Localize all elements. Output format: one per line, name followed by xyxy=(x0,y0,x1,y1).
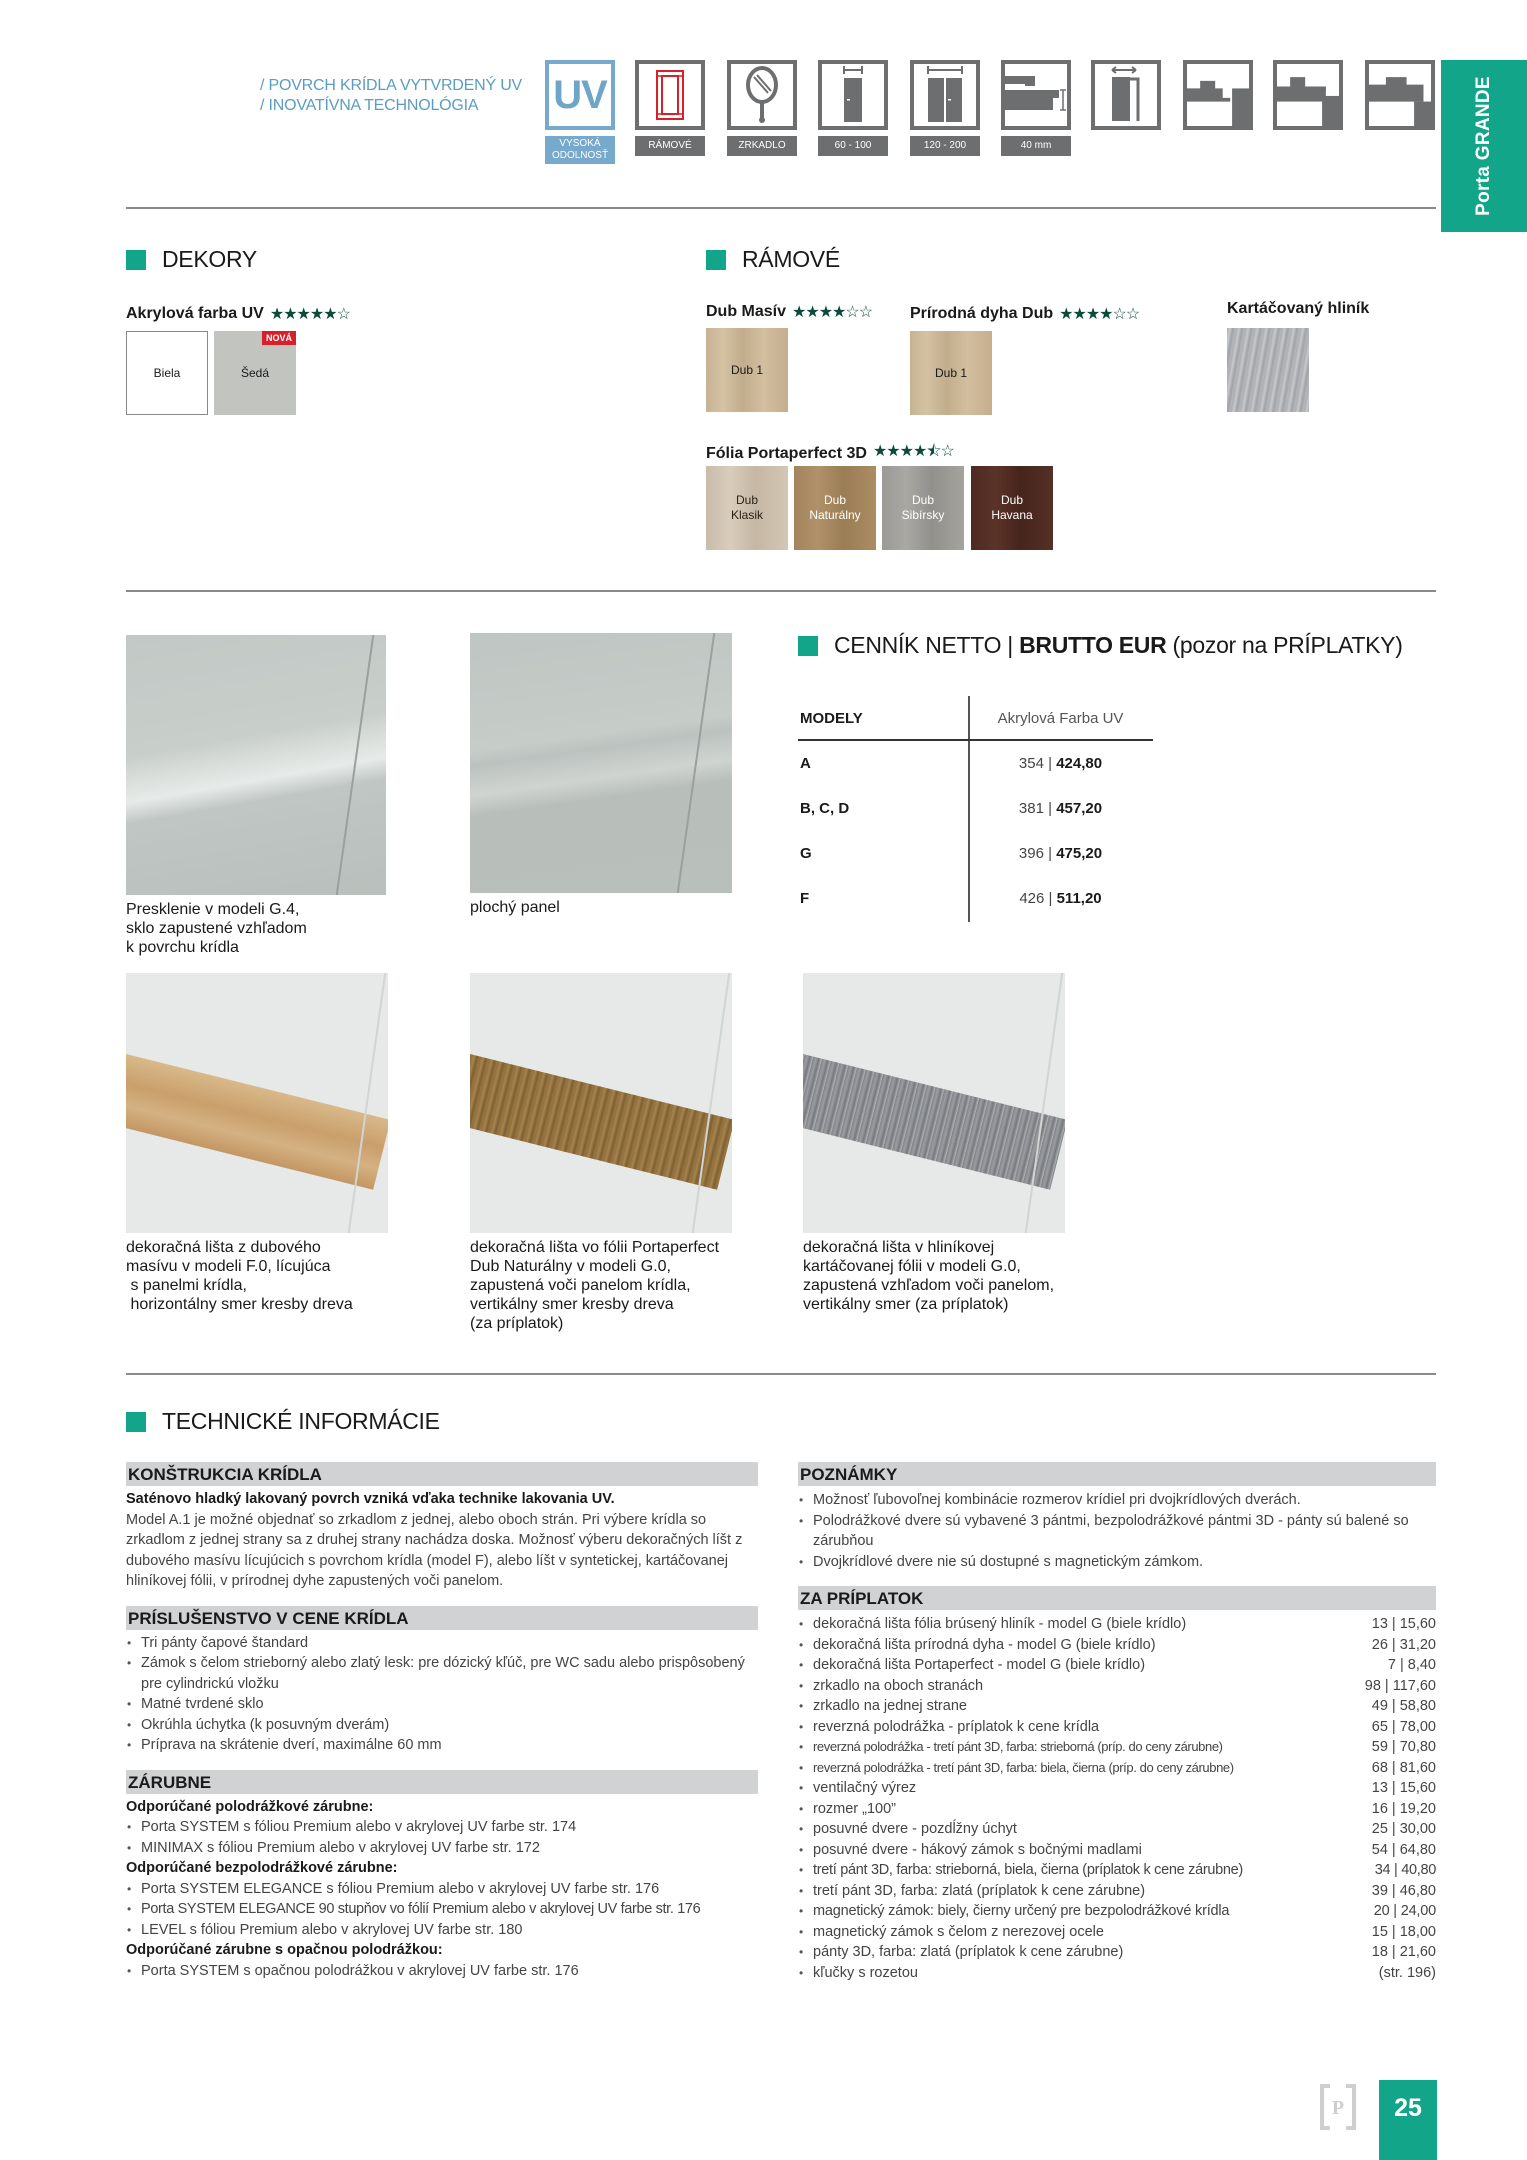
list-item xyxy=(798,1840,1436,1861)
item-label: ventilačný výrez xyxy=(813,1780,917,1796)
door-thickness-icon xyxy=(1001,60,1071,130)
list-item xyxy=(798,1942,1436,1963)
konstrukcia-body: Model A.1 je možné objednať so zrkadlom z jednej, alebo oboch strán. Pri výbere krídla so zrkadlom z jednej strany sa z druhej strany nachádza doska. Možnosť výberu dekoračných líšt z dubového masívu lícujúcich s povrchom krídla (model F), alebo líšt v syntetickej, kartáčovanej hliníkovej fólii, v prírodnej dyhe zapustených voči panelom. xyxy=(126,1511,743,1589)
page-number: 25 xyxy=(1379,2080,1437,2160)
zarubne-group-title: Odporúčané polodrážkové zárubne: xyxy=(126,1798,374,1815)
item-label: reverzná polodrážka - tretí pánt 3D, farba: strieborná (príp. do ceny zárubne) xyxy=(813,1739,1223,1754)
poznamky-list xyxy=(798,1490,1436,1572)
price-brutto: 475,20 xyxy=(1056,845,1103,862)
item-label: tretí pánt 3D, farba: strieborná, biela, čierna (príplatok k cene zárubne) xyxy=(813,1862,1243,1878)
header-tagline xyxy=(260,76,522,116)
list-item: • Možnosť ľubovoľnej kombinácie rozmerov krídiel pri dvojkrídlových dverách. xyxy=(798,1490,1436,1511)
konstrukcia-lead: Saténovo hladký lakovaný povrch vzniká vďaka technike lakovania UV. xyxy=(126,1491,615,1507)
zarubne-list xyxy=(126,1817,758,1858)
swatch-seda[interactable] xyxy=(214,331,296,415)
zarubne-heading: ZÁRUBNE xyxy=(126,1770,758,1794)
prislusenstvo-heading: PRÍSLUŠENSTVO V CENE KRÍDLA xyxy=(126,1606,758,1630)
price-netto: 381 xyxy=(1018,800,1044,817)
item-price: 59 | 70,80 xyxy=(1371,1739,1436,1755)
list-item: • Tri pánty čapové štandard xyxy=(126,1633,758,1654)
swatch-label: Biela xyxy=(153,365,181,380)
svg-text:P: P xyxy=(1331,2097,1345,2119)
list-item xyxy=(798,1881,1436,1902)
dyha-name: Prírodná dyha Dub xyxy=(910,305,1054,322)
zarubne-list xyxy=(126,1879,758,1941)
list-item: • Porta SYSTEM ELEGANCE s fóliou Premium alebo v akrylovej UV farbe str. 176 xyxy=(126,1879,758,1900)
section-marker-icon xyxy=(706,250,726,270)
price-brutto: 424,80 xyxy=(1056,755,1103,772)
swatch-label: Dub xyxy=(735,493,758,507)
cennik-title xyxy=(798,632,1403,659)
list-item: • LEVEL s fóliou Premium alebo v akrylovej UV farbe str. 180 xyxy=(126,1920,758,1941)
swatch-label: Dub xyxy=(911,493,934,507)
section-marker-icon xyxy=(126,250,146,270)
tagline-line-1: / POVRCH KRÍDLA VYTVRDENÝ UV xyxy=(260,77,523,94)
rating-stars-icon: ★★★★☆☆ xyxy=(1059,306,1140,323)
prislusenstvo-list xyxy=(126,1633,758,1756)
list-item: • Zámok s čelom strieborný alebo zlatý lesk: pre dózický kľúč, pre WC sadu alebo prispôsobený pre cylindrickú vložku xyxy=(126,1653,758,1694)
akryl-heading xyxy=(126,304,350,324)
table-hline xyxy=(798,739,1153,741)
item-price: 54 | 64,80 xyxy=(1371,1841,1436,1858)
item-price: 7 | 8,40 xyxy=(1387,1657,1436,1673)
sliding-door-icon xyxy=(1091,60,1161,130)
rating-stars-icon: ★★★★★☆ xyxy=(269,306,350,323)
caption-line: kartáčovanej fólii v modeli G.0, xyxy=(803,1258,1021,1275)
photo-naturalny-strip xyxy=(470,973,732,1233)
akryl-name: Akrylová farba UV xyxy=(126,305,264,322)
list-item: • Matné tvrdené sklo xyxy=(126,1694,758,1715)
photo-glazing-g4 xyxy=(126,635,386,895)
photo-aluminium-strip xyxy=(803,973,1065,1233)
item-price: 18 | 21,60 xyxy=(1371,1944,1436,1960)
swatch-dub-havana[interactable] xyxy=(971,466,1053,550)
new-badge: NOVÁ xyxy=(262,331,296,345)
item-label: zrkadlo na oboch stranách xyxy=(813,1677,984,1694)
list-item: • Polodrážkové dvere sú vybavené 3 pántmi, bezpolodrážkové pántmi 3D - pánty sú balené so zárubňou xyxy=(798,1511,1436,1552)
caption-line: dekoračná lišta z dubového xyxy=(126,1239,321,1256)
caption-line: sklo zapustené vzhľadom xyxy=(126,920,307,937)
swatch-label: Havana xyxy=(991,508,1033,522)
tech-title-text: TECHNICKÉ INFORMÁCIE xyxy=(162,1408,440,1434)
item-price: 65 | 78,00 xyxy=(1371,1718,1436,1735)
caption-aluminium-strip xyxy=(803,1238,1054,1314)
item-label: dekoračná lišta prírodná dyha - model G (biele krídlo) xyxy=(813,1636,1156,1653)
swatch-label: Klasik xyxy=(730,508,763,522)
item-price: (str. 196) xyxy=(1378,1964,1436,1981)
tech-right-column xyxy=(798,1462,1436,1983)
item-label: zrkadlo na jednej strane xyxy=(813,1698,967,1714)
cennik-title-text xyxy=(834,632,1403,659)
frame-door-label: RÁMOVÉ xyxy=(635,136,705,156)
folia-name: Fólia Portaperfect 3D xyxy=(706,444,867,462)
list-item xyxy=(798,1901,1436,1922)
item-price: 16 | 19,20 xyxy=(1371,1800,1436,1817)
table-row xyxy=(798,831,1153,876)
konstrukcia-heading: KONŠTRUKCIA KRÍDLA xyxy=(126,1462,758,1486)
col-price: Akrylová Farba UV xyxy=(997,710,1124,727)
tech-left-column xyxy=(126,1462,758,1981)
row-model: G xyxy=(800,845,812,862)
swatch-biela[interactable] xyxy=(126,331,208,415)
list-item xyxy=(798,1737,1436,1758)
swatch-dub-klasik[interactable] xyxy=(706,466,788,550)
item-label: magnetický zámok: biely, čierny určený pre bezpolodrážkové krídla xyxy=(813,1903,1230,1919)
ramove-title-text: RÁMOVÉ xyxy=(742,246,840,272)
cennik-title-bold: BRUTTO EUR xyxy=(1019,632,1167,658)
list-item xyxy=(798,1799,1436,1820)
item-price: 13 | 15,60 xyxy=(1371,1780,1436,1796)
dub-masiv-name: Dub Masív xyxy=(706,303,787,320)
section-marker-icon xyxy=(126,1412,146,1432)
swatch-label: Dub xyxy=(823,493,846,507)
uv-label-line-1: VYSOKÁ xyxy=(559,138,601,149)
caption-naturalny-strip xyxy=(470,1238,719,1333)
single-door-label: 60 - 100 xyxy=(818,136,888,156)
hlinik-name: Kartáčovaný hliník xyxy=(1227,300,1370,317)
caption-line: dekoračná lišta v hliníkovej xyxy=(803,1239,995,1256)
row-price: 396 | 475,20 xyxy=(1018,845,1103,862)
item-label: dekoračná lišta fólia brúsený hliník - model G (biele krídlo) xyxy=(813,1616,1187,1632)
zarubne-group-title: Odporúčané zárubne s opačnou polodrážkou: xyxy=(126,1942,443,1958)
list-item xyxy=(798,1614,1436,1635)
section-marker-icon xyxy=(798,636,818,656)
product-line-label: Porta GRANDE xyxy=(1473,76,1494,216)
caption-line: horizontálny smer kresby dreva xyxy=(126,1296,353,1313)
list-item xyxy=(798,1819,1436,1840)
swatch-dub-masiv[interactable] xyxy=(706,328,788,412)
price-table xyxy=(798,696,1153,921)
product-line-tab xyxy=(1441,60,1527,232)
caption-line: vertikálny smer kresby dreva xyxy=(470,1296,674,1313)
uv-label-line-2: ODOLNOSŤ xyxy=(551,150,609,161)
priplatok-heading: ZA PRÍPLATOK xyxy=(798,1586,1436,1610)
row-price: 426 | 511,20 xyxy=(1019,890,1102,907)
price-netto: 426 xyxy=(1019,890,1045,907)
dub-masiv-heading xyxy=(706,302,872,322)
uv-glyph: UV xyxy=(553,72,607,117)
swatch-dub-sibirsky[interactable] xyxy=(882,466,964,550)
mirror-label: ZRKADLO xyxy=(727,136,797,156)
list-item: • Porta SYSTEM ELEGANCE 90 stupňov vo fólií Premium alebo v akrylovej UV farbe str. 176 xyxy=(126,1899,758,1920)
rating-stars-icon: ★★★★☆☆ xyxy=(792,304,873,321)
table-row xyxy=(798,876,1153,921)
porta-logo-icon xyxy=(1320,2084,1356,2130)
price-brutto: 511,20 xyxy=(1056,890,1102,907)
price-netto: 396 xyxy=(1018,845,1044,862)
caption-line: (za príplatok) xyxy=(470,1315,564,1332)
single-door-width-icon xyxy=(818,60,888,130)
caption-line: zapustená voči panelom krídla, xyxy=(470,1277,691,1294)
double-door-label: 120 - 200 xyxy=(910,136,980,156)
caption-line: k povrchu krídla xyxy=(126,939,239,956)
priplatok-list xyxy=(798,1614,1436,1983)
table-vline xyxy=(968,696,970,922)
zarubne-list xyxy=(126,1961,758,1982)
ramove-title xyxy=(706,246,840,273)
item-price: 26 | 31,20 xyxy=(1371,1636,1436,1653)
reverse-rebate-frame-icon xyxy=(1365,60,1435,130)
row-model: F xyxy=(800,890,810,907)
item-price: 34 | 40,80 xyxy=(1374,1862,1436,1878)
item-price: 49 | 58,80 xyxy=(1371,1698,1436,1714)
item-label: reverzná polodrážka - príplatok k cene krídla xyxy=(813,1718,1100,1735)
swatch-dub-naturalny[interactable] xyxy=(794,466,876,550)
row-model: A xyxy=(800,755,811,772)
dekory-title-text: DEKORY xyxy=(162,246,257,272)
list-item: • Porta SYSTEM s opačnou polodrážkou v akrylovej UV farbe str. 176 xyxy=(126,1961,758,1982)
list-item xyxy=(798,1778,1436,1799)
list-item: • Príprava na skrátenie dverí, maximálne 60 mm xyxy=(126,1735,758,1756)
dekory-title xyxy=(126,246,257,273)
price-brutto: 457,20 xyxy=(1056,800,1103,817)
swatch-label: Dub 1 xyxy=(934,365,968,380)
cennik-title-suffix: (pozor na PRÍPLATKY) xyxy=(1166,632,1403,658)
list-item xyxy=(798,1860,1436,1881)
item-label: posuvné dvere - pozdĺžny úchyt xyxy=(813,1821,1017,1837)
list-item: • Dvojkrídlové dvere nie sú dostupné s magnetickým zámkom. xyxy=(798,1552,1436,1573)
caption-line: Dub Naturálny v modeli G.0, xyxy=(470,1258,671,1275)
caption-line: dekoračná lišta vo fólii Portaperfect xyxy=(470,1239,720,1256)
caption-line: zapustená vzhľadom voči panelom, xyxy=(803,1277,1055,1294)
item-price: 20 | 24,00 xyxy=(1373,1903,1436,1919)
list-item xyxy=(798,1758,1436,1779)
item-label: posuvné dvere - hákový zámok s bočnými madlami xyxy=(813,1841,1142,1858)
row-price: 354 | 424,80 xyxy=(1018,755,1103,772)
row-price: 381 | 457,20 xyxy=(1018,800,1103,817)
rebated-frame-icon xyxy=(1183,60,1253,130)
item-label: kľučky s rozetou xyxy=(813,1964,918,1981)
list-item: • MINIMAX s fóliou Premium alebo v akrylovej UV farbe str. 172 xyxy=(126,1838,758,1859)
caption-flat-panel: plochý panel xyxy=(470,899,560,916)
caption-line: Presklenie v modeli G.4, xyxy=(126,901,300,918)
tech-title xyxy=(126,1408,440,1435)
swatch-label: Sibírsky xyxy=(901,508,945,522)
caption-glazing xyxy=(126,900,307,957)
list-item: • Porta SYSTEM s fóliou Premium alebo v akrylovej UV farbe str. 174 xyxy=(126,1817,758,1838)
item-label: reverzná polodrážka - tretí pánt 3D, farba: biela, čierna (príp. do ceny zárubne) xyxy=(813,1759,1234,1775)
caption-line: vertikálny smer (za príplatok) xyxy=(803,1296,1009,1313)
zarubne-group-title: Odporúčané bezpolodrážkové zárubne: xyxy=(126,1860,398,1876)
divider xyxy=(126,590,1436,592)
table-row xyxy=(798,741,1153,786)
row-model: B, C, D xyxy=(800,800,850,817)
flush-frame-icon xyxy=(1273,60,1343,130)
item-price: 68 | 81,60 xyxy=(1371,1759,1436,1776)
poznamky-heading: POZNÁMKY xyxy=(798,1462,1436,1486)
dyha-heading xyxy=(910,304,1139,324)
list-item xyxy=(798,1655,1436,1676)
swatch-hlinik[interactable] xyxy=(1227,328,1309,412)
uv-icon xyxy=(545,60,615,130)
caption-line: s panelmi krídla, xyxy=(126,1277,247,1294)
list-item xyxy=(798,1963,1436,1984)
door-thickness-label: 40 mm xyxy=(1001,136,1071,156)
item-label: tretí pánt 3D, farba: zlatá (príplatok k cene zárubne) xyxy=(813,1882,1146,1899)
item-price: 13 | 15,60 xyxy=(1371,1616,1436,1632)
tagline-line-2: / INOVATÍVNA TECHNOLÓGIA xyxy=(260,97,479,114)
photo-oak-strip xyxy=(126,973,388,1233)
item-price: 39 | 46,80 xyxy=(1371,1882,1436,1899)
item-label: pánty 3D, farba: zlatá (príplatok k cene zárubne) xyxy=(813,1944,1124,1960)
mirror-icon xyxy=(727,60,797,130)
item-label: dekoračná lišta Portaperfect - model G (biele krídlo) xyxy=(813,1657,1146,1673)
item-price: 98 | 117,60 xyxy=(1364,1677,1436,1694)
price-netto: 354 xyxy=(1018,755,1044,772)
cennik-title-prefix: CENNÍK NETTO | xyxy=(834,632,1020,658)
swatch-label: Dub xyxy=(1000,493,1023,507)
divider xyxy=(126,1373,1436,1375)
list-item: • Okrúhla úchytka (k posuvným dverám) xyxy=(126,1715,758,1736)
table-row xyxy=(798,786,1153,831)
table-header-row xyxy=(798,696,1153,741)
double-door-width-icon xyxy=(910,60,980,130)
swatch-label: Šedá xyxy=(240,365,270,380)
list-item xyxy=(798,1635,1436,1656)
caption-oak-strip xyxy=(126,1238,353,1314)
list-item xyxy=(798,1922,1436,1943)
list-item xyxy=(798,1696,1436,1717)
item-price: 25 | 30,00 xyxy=(1371,1821,1436,1837)
item-label: magnetický zámok s čelom z nerezovej ocele xyxy=(813,1923,1104,1940)
col-models: MODELY xyxy=(800,710,863,727)
list-item xyxy=(798,1717,1436,1738)
frame-door-icon xyxy=(635,60,705,130)
item-price: 15 | 18,00 xyxy=(1371,1923,1436,1940)
folia-heading xyxy=(706,440,954,467)
item-label: rozmer „100” xyxy=(813,1800,896,1817)
swatch-label: Dub 1 xyxy=(730,362,764,377)
caption-line: masívu v modeli F.0, lícujúca xyxy=(126,1258,331,1275)
divider xyxy=(126,207,1436,209)
swatch-label: Naturálny xyxy=(809,508,861,522)
rating-stars-icon: ★★★★⯪☆ xyxy=(872,443,954,460)
list-item xyxy=(798,1676,1436,1697)
swatch-dyha-dub[interactable] xyxy=(910,331,992,415)
photo-flat-panel xyxy=(470,633,732,893)
uv-label xyxy=(545,136,615,164)
